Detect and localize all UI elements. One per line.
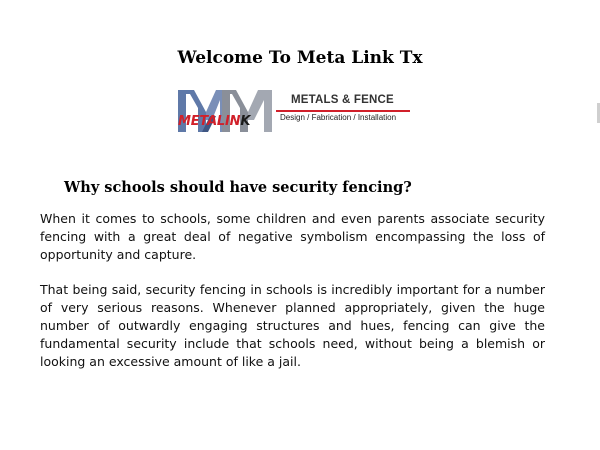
company-logo xyxy=(176,86,416,136)
logo-tagline-title: METALS & FENCE xyxy=(291,94,394,106)
paragraph-2: That being said, security fencing in schools is incredibly important for a number of very serious reasons. Whenever planned appropriately, given the huge number of outwardly engaging structures and hues, fencing can give the fundamental security include that schools need, without being a blemish or looking an excessive amount of like a jail. xyxy=(40,282,545,369)
logo-wordmark xyxy=(178,114,250,129)
logo-wordmark-part1: METALIN xyxy=(178,114,241,129)
paragraph-1: When it comes to schools, some children and even parents associate security fencing with a great deal of negative symbolism encompassing the loss of opportunity and capture. xyxy=(40,211,545,262)
section-heading: Why schools should have security fencing? xyxy=(64,179,412,196)
logo-tagline-subtitle: Design / Fabrication / Installation xyxy=(280,113,397,122)
logo-wordmark-part2: K xyxy=(240,114,251,129)
logo-divider xyxy=(276,110,410,112)
page-title: Welcome To Meta Link Tx xyxy=(177,48,423,68)
